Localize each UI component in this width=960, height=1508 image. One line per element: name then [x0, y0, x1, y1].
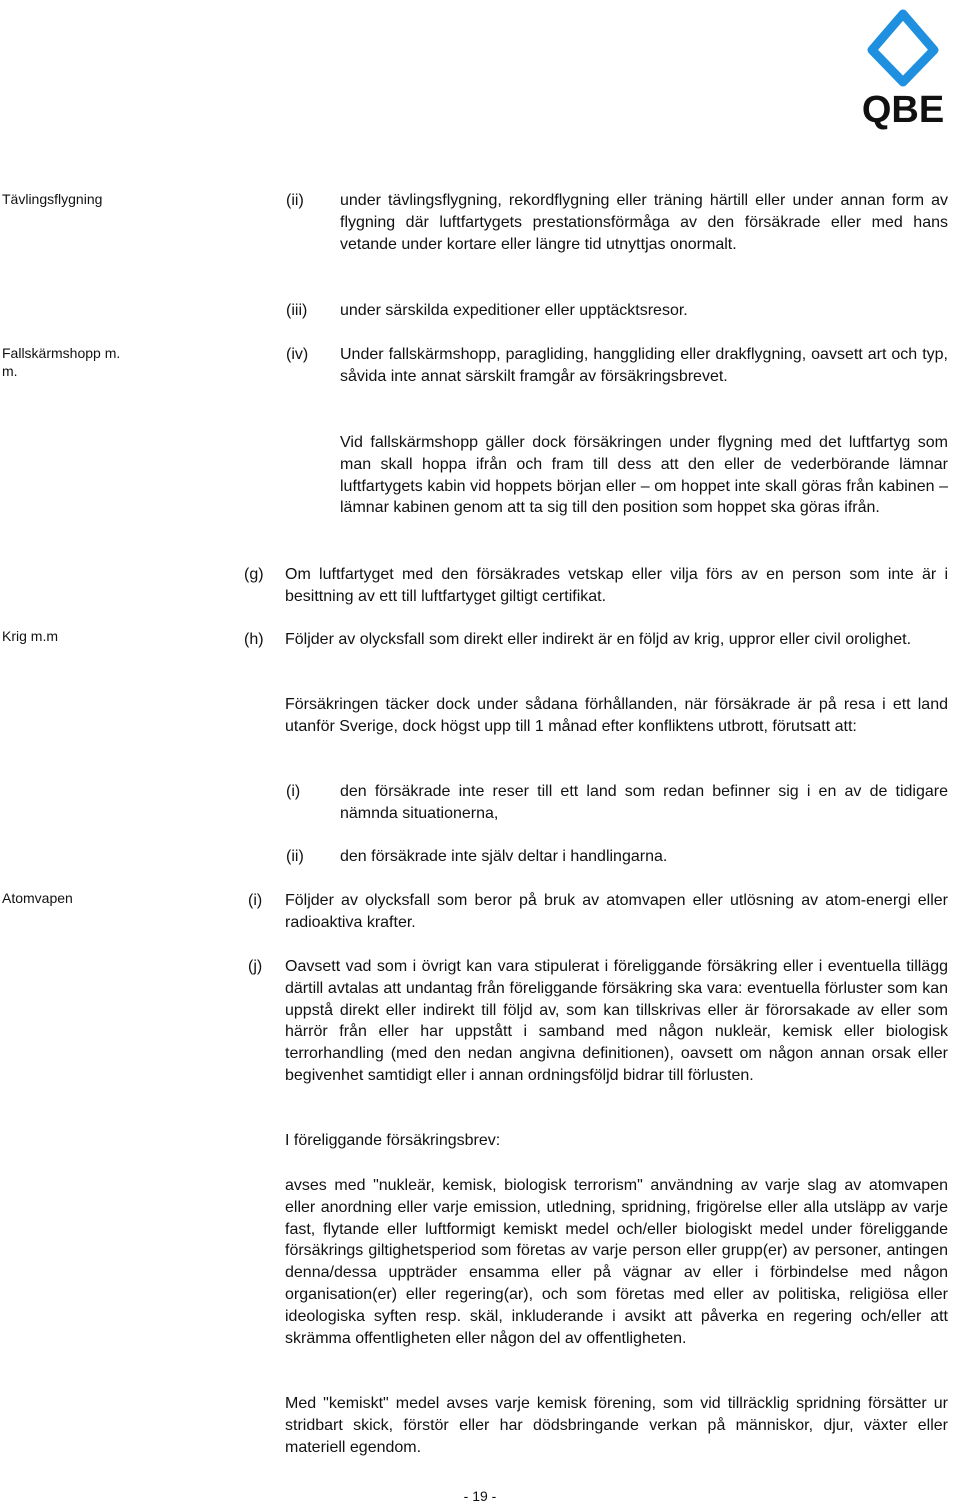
subitem-number-h-ii: (ii) — [286, 848, 304, 865]
qbe-logo — [854, 6, 952, 130]
sidebar-label-tavlingsflygning: Tävlingsflygning — [2, 191, 103, 207]
item-text-j: Oavsett vad som i övrigt kan vara stipulerat i föreliggande försäkring eller i eventuella tillägg därtill avtalas att undantag från föreliggande försäkring ska vara: eventuella förluster som kan uppstå direkt eller indirekt till följd av, som kan tillskrivas eller är förorsakade av eller som härrör från eller har uppstått i samband med någon nukleär, kemisk eller biologisk terrorhandling (med den nedan angivna definitionen), oavsett om någon annan orsak eller begivenhet samtidigt eller i annan ordningsföljd bidrar till förlusten. — [285, 958, 948, 1084]
item-number-ii: (ii) — [286, 192, 304, 209]
item-text-iv: Under fallskärmshopp, paragliding, hanggliding eller drakflygning, oavsett art och typ, såvida inte annat särskilt framgår av försäkringsbrevet. — [340, 346, 948, 385]
item-text-ii: under tävlingsflygning, rekordflygning eller träning härtill eller under annan form av flygning där luftfartygets prestationsförmåga av den försäkrade eller med hans vetande under kortare eller längre tid utnyttjas onormalt. — [340, 192, 948, 253]
item-paragraph-j-3: avses med "nukleär, kemisk, biologisk terrorism" användning av varje slag av atomvapen eller anordning eller varje emission, utledning, spridning, frigörelse eller alla utsläpp av varje fast, flytande eller luftformigt kemiskt medel och/eller biologiskt medel under föreliggande försäkrings giltighetsperiod som företas av varje person eller grupp(er) av personer, antingen denna/dessa uppträder ensamma eller på vägnar av eller i förbindelse med någon organisation(er) eller regering(ar), och som företas med eller av politiska, religiösa eller ideologiska syften resp. skäl, inkluderande i avsikt att påverka en regering och/eller att skrämma offentligheten eller någon del av offentligheten. — [285, 1177, 948, 1347]
subitem-text-h-i: den försäkrade inte reser till ett land som redan befinner sig i en av de tidigare nämnda situationerna, — [340, 783, 948, 822]
item-text-i: Följder av olycksfall som beror på bruk av atomvapen eller utlösning av atom-energi eller radioaktiva krafter. — [285, 892, 948, 931]
page-number: - 19 - — [463, 1488, 497, 1504]
subitem-number-h-i: (i) — [286, 783, 301, 800]
item-number-iii: (iii) — [286, 302, 308, 319]
item-text-iii: under särskilda expeditioner eller upptäcktsresor. — [340, 302, 688, 319]
item-number-j: (j) — [248, 958, 263, 975]
sidebar-label-atomvapen: Atomvapen — [2, 890, 73, 906]
logo-wordmark: QBE — [861, 89, 945, 130]
item-paragraph-h-2: Försäkringen täcker dock under sådana förhållanden, när försäkrade är på resa i ett land utanför Sverige, dock högst upp till 1 månad efter konfliktens utbrott, förutsatt att: — [285, 696, 948, 735]
item-paragraph-iv-2: Vid fallskärmshopp gäller dock försäkringen under flygning med det luftfartyg som man skall hoppa ifrån och fram till dess att den eller de vederbörande lämnar luftfartygets kabin vid hoppets början eller – om hoppet inte skall göras från kabinen – lämnar kabinen genom att ta sig till den position som hoppet ska göras ifrån. — [340, 434, 948, 517]
item-number-h: (h) — [244, 631, 264, 648]
item-number-iv: (iv) — [286, 346, 309, 363]
sidebar-label-fallskarmshopp: Fallskärmshopp m. — [2, 345, 121, 361]
sidebar-label-krig: Krig m.m — [2, 628, 58, 644]
qbe-emblem-icon — [854, 6, 952, 130]
sidebar-label-fallskarmshopp-cont: m. — [2, 363, 18, 379]
item-number-i: (i) — [248, 892, 263, 909]
item-number-g: (g) — [244, 566, 264, 583]
subitem-text-h-ii: den försäkrade inte själv deltar i handlingarna. — [340, 848, 668, 865]
item-paragraph-j-2: I föreliggande försäkringsbrev: — [285, 1132, 501, 1149]
item-text-h: Följder av olycksfall som direkt eller indirekt är en följd av krig, uppror eller civil orolighet. — [285, 631, 912, 648]
item-text-g: Om luftfartyget med den försäkrades vetskap eller vilja förs av en person som inte är i besittning av ett till luftfartyget giltigt certifikat. — [285, 566, 948, 605]
item-paragraph-j-4: Med "kemiskt" medel avses varje kemisk förening, som vid tillräcklig spridning försätter ur stridbart skick, förstör eller har dödsbringande verkan på människor, djur, växter eller materiell egendom. — [285, 1395, 948, 1456]
